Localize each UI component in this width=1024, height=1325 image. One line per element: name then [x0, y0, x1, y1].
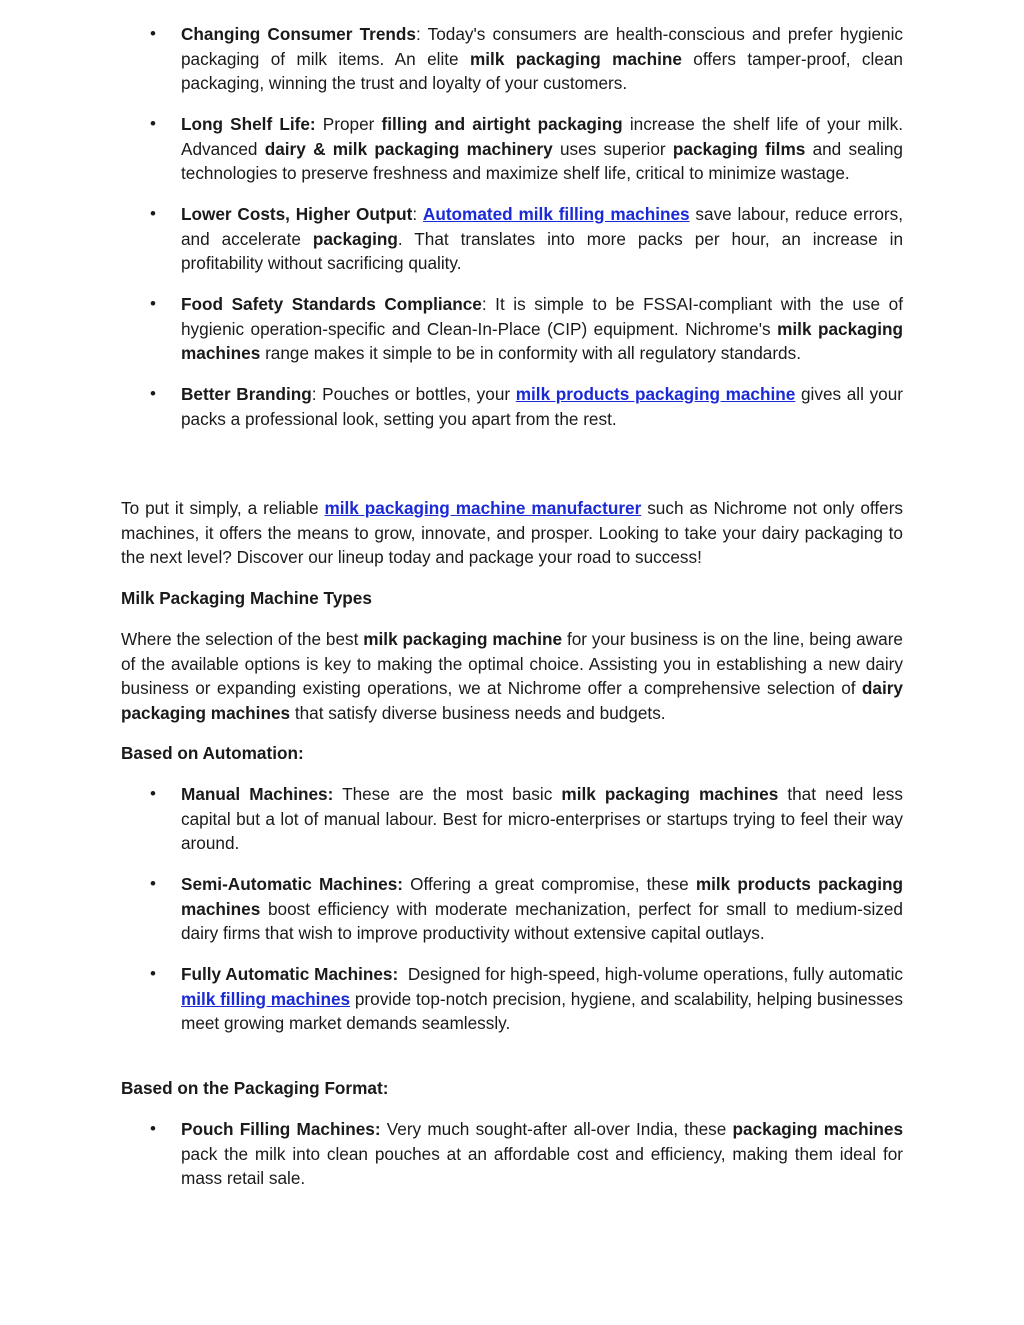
item-lead: Long Shelf Life: [181, 114, 316, 134]
milk-products-packaging-machine-link[interactable]: milk products packaging machine [515, 384, 796, 404]
format-heading: Based on the Packaging Format: [121, 1078, 389, 1098]
benefits-list [0, 22, 1024, 448]
summary-paragraph: To put it simply, a reliable milk packaging machine manufacturer such as Nichrome not only offers machines, it offers the means to grow, innovate, and prosper. Looking to take your dairy packaging to the next level? Discover our lineup today and package your road to success! [121, 498, 904, 567]
item-lead: Food Safety Standards Compliance [181, 294, 482, 314]
list-item-fully-automatic: • Fully Automatic Machines: Designed for high-speed, high-volume operations, fully automatic milk filling machines provide top-notch precision, hygiene, and scalability, helping businesses meet growing market demands seamlessly. [0, 962, 903, 1036]
format-list [0, 1117, 1024, 1207]
list-item-consumer-trends: • Changing Consumer Trends: Today's consumers are health-conscious and prefer hygienic packaging of milk items. An elite milk packaging machine offers tamper-proof, clean packaging, winning the trust and loyalty of your customers. [0, 22, 903, 96]
milk-filling-machines-link[interactable]: milk filling machines [181, 988, 351, 1009]
item-lead: Fully Automatic Machines: [181, 964, 399, 984]
list-item-pouch-filling: • Pouch Filling Machines: Very much sought-after all-over India, these packaging machines pack the milk into clean pouches at an affordable cost and efficiency, making them ideal for mass retail sale. [0, 1117, 903, 1191]
item-lead: Manual Machines: [181, 784, 334, 804]
item-lead: Changing Consumer Trends [181, 24, 416, 44]
types-heading: Milk Packaging Machine Types [121, 588, 372, 608]
item-lead: Pouch Filling Machines: [181, 1119, 381, 1139]
item-lead: Lower Costs, Higher Output [181, 204, 413, 224]
list-item-better-branding: • Better Branding: Pouches or bottles, your milk products packaging machine gives all your packs a professional look, setting you apart from the rest. [0, 382, 903, 431]
list-item-manual-machines: • Manual Machines: These are the most basic milk packaging machines that need less capital but a lot of manual labour. Best for micro-enterprises or startups trying to feel their way around. [0, 782, 903, 856]
item-lead: Better Branding [181, 384, 312, 404]
milk-packaging-machine-manufacturer-link[interactable]: milk packaging machine manufacturer [324, 498, 642, 518]
list-item-lower-costs: • Lower Costs, Higher Output: Automated milk filling machines save labour, reduce errors, and accelerate packaging. That translates into more packs per hour, an increase in profitability without sacrificing quality. [0, 202, 903, 276]
automation-list [0, 782, 1024, 1052]
list-item-food-safety: • Food Safety Standards Compliance: It is simple to be FSSAI-compliant with the use of hygienic operation-specific and Clean-In-Place (CIP) equipment. Nichrome's milk packaging machines range makes it simple to be in conformity with all regulatory standards. [0, 292, 903, 366]
item-lead: Semi-Automatic Machines: [181, 874, 404, 894]
automated-milk-filling-machines-link[interactable]: Automated milk filling machines [422, 204, 690, 224]
list-item-shelf-life: • Long Shelf Life: Proper filling and airtight packaging increase the shelf life of your milk. Advanced dairy & milk packaging machinery uses superior packaging films and sealing technologies to preserve freshness and maximize shelf life, critical to minimize wastage. [0, 112, 903, 186]
list-item-semi-automatic: • Semi-Automatic Machines: Offering a great compromise, these milk products packaging machines boost efficiency with moderate mechanization, perfect for small to medium-sized dairy firms that wish to improve productivity without extensive capital outlays. [0, 872, 903, 946]
types-intro-paragraph: Where the selection of the best milk packaging machine for your business is on the line, being aware of the available options is key to making the optimal choice. Assisting you in establishing a new dairy business or expanding existing operations, we at Nichrome offer a comprehensive selection of dairy packaging machines that satisfy diverse business needs and budgets. [121, 629, 903, 723]
automation-heading: Based on Automation: [121, 743, 304, 763]
